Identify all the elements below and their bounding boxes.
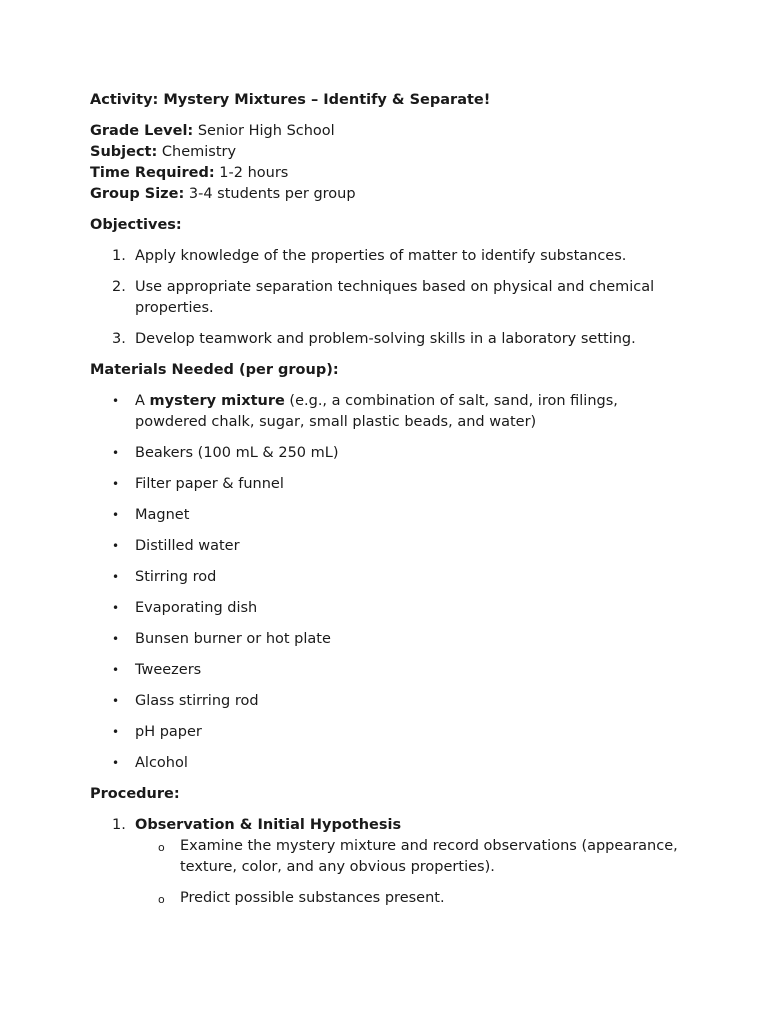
list-text: Tweezers bbox=[135, 662, 202, 678]
materials-list bbox=[90, 391, 690, 774]
procedure-step bbox=[90, 815, 690, 836]
list-text: Use appropriate separation techniques based on physical and chemical properties. bbox=[135, 279, 655, 316]
list-text: Bunsen burner or hot plate bbox=[135, 631, 331, 647]
bullet-icon: • bbox=[112, 394, 120, 408]
bullet-icon: • bbox=[112, 446, 120, 460]
list-number: 3. bbox=[112, 331, 126, 347]
bullet-icon: • bbox=[112, 508, 120, 522]
sub-list-item bbox=[90, 888, 690, 909]
bullet-icon: • bbox=[112, 694, 120, 708]
list-item bbox=[90, 536, 690, 557]
list-text: Alcohol bbox=[135, 755, 188, 771]
list-item bbox=[90, 505, 690, 526]
objectives-heading: Objectives: bbox=[90, 217, 182, 233]
list-item bbox=[90, 391, 690, 433]
meta-subject bbox=[90, 142, 690, 163]
list-text: Apply knowledge of the properties of matter to identify substances. bbox=[135, 248, 627, 264]
meta-label: Group Size: bbox=[90, 186, 185, 202]
list-text: Magnet bbox=[135, 507, 190, 523]
list-item bbox=[90, 691, 690, 712]
bullet-icon: • bbox=[112, 601, 120, 615]
list-item bbox=[90, 722, 690, 743]
meta-time-required bbox=[90, 163, 690, 184]
list-text: pH paper bbox=[135, 724, 202, 740]
sub-bullet-icon: o bbox=[158, 893, 165, 906]
list-item bbox=[90, 277, 690, 319]
list-text: Examine the mystery mixture and record observations (appearance, texture, color, and any obvious properties). bbox=[180, 838, 678, 875]
page-title: Activity: Mystery Mixtures – Identify & Separate! bbox=[90, 92, 491, 108]
meta-label: Time Required: bbox=[90, 165, 215, 181]
list-text: Develop teamwork and problem-solving skills in a laboratory setting. bbox=[135, 331, 636, 347]
list-text-bold: mystery mixture bbox=[149, 393, 285, 409]
meta-value: Chemistry bbox=[161, 144, 237, 160]
list-text: Glass stirring rod bbox=[135, 693, 259, 709]
list-text: Distilled water bbox=[135, 538, 240, 554]
sub-bullet-icon: o bbox=[158, 841, 165, 854]
list-text: A bbox=[135, 393, 150, 409]
procedure-heading: Procedure: bbox=[90, 786, 180, 802]
list-item bbox=[90, 598, 690, 619]
list-item bbox=[90, 329, 690, 350]
procedure-list bbox=[90, 815, 690, 836]
list-item bbox=[90, 567, 690, 588]
bullet-icon: • bbox=[112, 632, 120, 646]
meta-group-size bbox=[90, 184, 690, 205]
materials-heading: Materials Needed (per group): bbox=[90, 362, 339, 378]
meta-label: Grade Level: bbox=[90, 123, 194, 139]
meta-block bbox=[90, 121, 690, 205]
list-text: Filter paper & funnel bbox=[135, 476, 284, 492]
list-number: 1. bbox=[112, 817, 126, 833]
list-text: Stirring rod bbox=[135, 569, 217, 585]
meta-value: 1-2 hours bbox=[219, 165, 289, 181]
list-item bbox=[90, 753, 690, 774]
list-item bbox=[90, 660, 690, 681]
meta-label: Subject: bbox=[90, 144, 158, 160]
list-number: 1. bbox=[112, 248, 126, 264]
list-item bbox=[90, 443, 690, 464]
bullet-icon: • bbox=[112, 570, 120, 584]
list-item bbox=[90, 474, 690, 495]
document-page bbox=[90, 90, 690, 919]
bullet-icon: • bbox=[112, 725, 120, 739]
list-text: (e.g., a combination of salt, sand, iron filings, powdered chalk, sugar, small plastic beads, and water) bbox=[135, 393, 618, 430]
list-item bbox=[90, 629, 690, 650]
list-item bbox=[90, 246, 690, 267]
bullet-icon: • bbox=[112, 477, 120, 491]
procedure-sub-list bbox=[90, 836, 690, 909]
list-text: Beakers (100 mL & 250 mL) bbox=[135, 445, 339, 461]
bullet-icon: • bbox=[112, 663, 120, 677]
bullet-icon: • bbox=[112, 756, 120, 770]
step-title: Observation & Initial Hypothesis bbox=[135, 817, 402, 833]
sub-list-item bbox=[90, 836, 690, 878]
meta-value: Senior High School bbox=[197, 123, 335, 139]
meta-value: 3-4 students per group bbox=[188, 186, 356, 202]
list-number: 2. bbox=[112, 279, 126, 295]
list-text: Evaporating dish bbox=[135, 600, 258, 616]
objectives-list bbox=[90, 246, 690, 350]
meta-grade-level bbox=[90, 121, 690, 142]
bullet-icon: • bbox=[112, 539, 120, 553]
list-text: Predict possible substances present. bbox=[180, 890, 445, 906]
